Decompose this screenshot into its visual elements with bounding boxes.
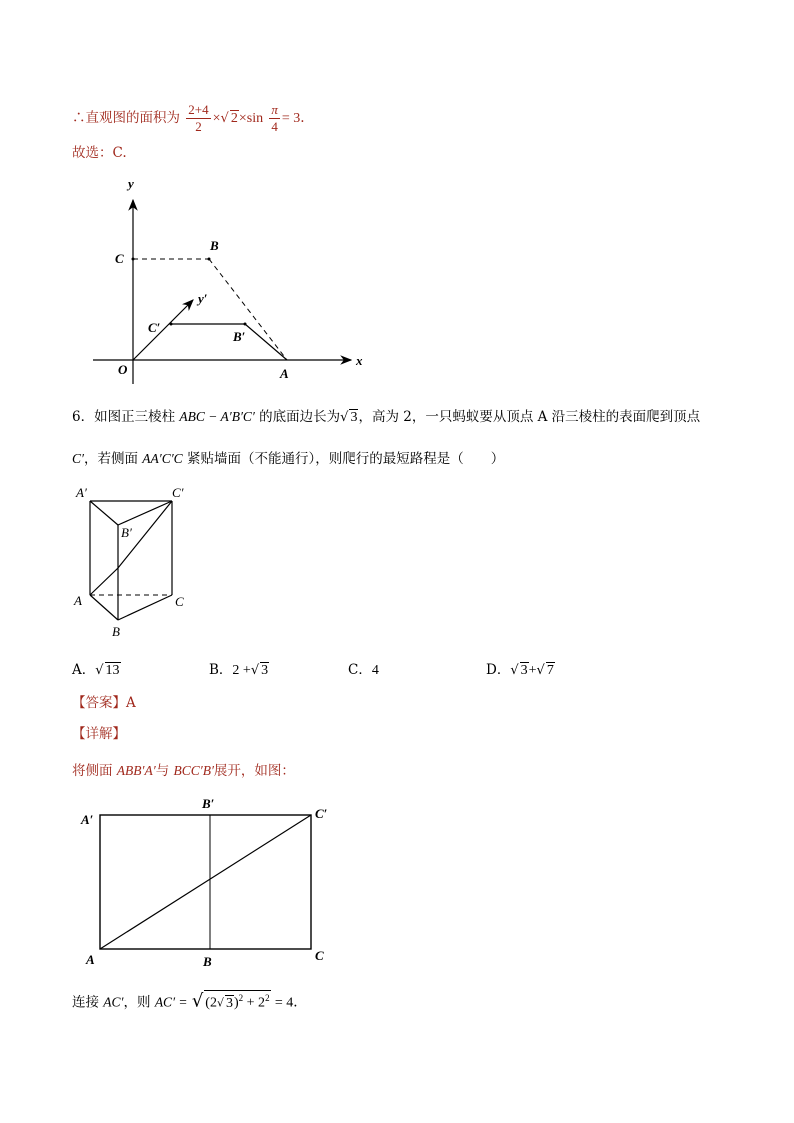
label-a: A (74, 593, 82, 608)
question-line-2 (72, 449, 504, 469)
option-d-plus: + (528, 663, 537, 678)
sqrt-icon: √ (191, 990, 204, 1012)
option-b-root: 3 (261, 663, 269, 678)
unfold-text-1: 将侧面 (72, 763, 113, 779)
answer-label: 【答案】 (72, 695, 126, 711)
diagonal-a-cprime (100, 815, 311, 949)
fraction-pi-numerator: π (271, 102, 278, 117)
fraction-pi-denominator: 4 (271, 119, 278, 134)
inner-close: ) (233, 995, 239, 1011)
option-d-root-1: 3 (520, 663, 528, 678)
option-a-label: A． (72, 662, 96, 678)
area-suffix: . (300, 110, 305, 126)
segment-name: AC′ (103, 994, 124, 1010)
sqrt-icon: √ (250, 663, 260, 678)
sqrt-icon: √ (510, 663, 519, 678)
times-sign: × (212, 111, 221, 126)
label-x: x (356, 353, 363, 368)
label-c: C (315, 948, 324, 963)
sqrt-icon: √ (216, 996, 224, 1010)
big-root-content (204, 990, 270, 1011)
prism-name: ABC − A′B′C′ (179, 409, 255, 424)
edge-bprime-cprime (118, 501, 172, 525)
segment-bprime-a (245, 324, 287, 360)
question-line-1 (72, 407, 700, 428)
label-b: B (112, 624, 120, 639)
unfold-line (72, 761, 295, 781)
point-bprime (244, 323, 247, 326)
label-c-prime: C′ (172, 485, 184, 500)
target-point: C′ (72, 451, 84, 466)
fraction-pi (269, 102, 280, 135)
question-text-2: 的底面边长为 (259, 409, 341, 425)
choice-line: 故选：C. (72, 145, 127, 161)
answer-value: A (126, 695, 136, 711)
final-text-1: 连接 (72, 994, 99, 1011)
label-b: B (203, 954, 212, 969)
label-a: A (86, 952, 95, 967)
edge-b-c (118, 595, 172, 620)
sqrt-icon: √ (536, 663, 545, 678)
edge-a-b (90, 595, 118, 620)
label-a: A (280, 366, 289, 381)
option-c-value: 4 (371, 663, 379, 678)
label-a-prime: A′ (81, 812, 94, 827)
label-b-prime: B′ (202, 796, 215, 811)
exponent-1: 2 (238, 993, 244, 1003)
unfolded-figure (75, 792, 345, 972)
label-b-prime: B′ (121, 525, 132, 540)
edge-aprime-bprime (90, 501, 118, 525)
question-text-4: ，若侧面 (83, 451, 138, 467)
option-a (72, 658, 121, 678)
option-d (486, 658, 555, 679)
option-c (348, 658, 379, 679)
option-c-label: C． (348, 662, 372, 678)
label-y-prime: y′ (198, 291, 208, 306)
exponent-2: 2 (265, 993, 270, 1003)
y-prime-axis (133, 300, 193, 360)
area-result: = 3 (281, 111, 301, 126)
oblique-figure (85, 170, 385, 385)
edge-root: 3 (350, 410, 358, 425)
wall-face: AA′C′C (142, 451, 183, 466)
sqrt-icon: √ (95, 663, 104, 678)
option-b-label: B． (209, 662, 233, 678)
question-text-3: ，高为 2，一只蚂蚁要从顶点 A 沿三棱柱的表面爬到顶点 (358, 409, 701, 425)
unfold-text-2: 与 (155, 763, 170, 779)
solution-area-line (72, 102, 305, 135)
label-c: C (175, 594, 184, 609)
option-a-root: 13 (105, 663, 120, 678)
sqrt-icon: √ (340, 410, 349, 425)
area-prefix: ∴直观图的面积为 (72, 110, 180, 126)
point-cprime (170, 323, 173, 326)
plus-two: + 2 (246, 995, 266, 1011)
question-text-1: 如图正三棱柱 (94, 409, 176, 425)
fraction-sum (186, 102, 210, 135)
option-b (209, 658, 269, 679)
final-result: = 4 (274, 995, 294, 1011)
label-b-prime: B′ (233, 329, 246, 344)
unfold-text-3: 展开，如图： (213, 763, 295, 779)
final-lhs: AC′ = (154, 994, 188, 1010)
option-d-root-2: 7 (546, 663, 554, 678)
inner-root: 3 (225, 995, 233, 1011)
final-suffix: . (293, 994, 298, 1011)
label-c-prime: C′ (315, 806, 328, 821)
label-y: y (128, 176, 134, 191)
times-sin: ×sin (238, 111, 264, 126)
question-text-5: 紧贴墙面（不能通行），则爬行的最短路程是（ ） (186, 451, 505, 467)
label-c: C (115, 251, 124, 266)
option-b-prefix: 2 + (232, 663, 251, 678)
fraction-denominator: 2 (195, 119, 202, 134)
label-a-prime: A′ (76, 485, 87, 500)
label-o: O (118, 362, 128, 377)
segment-b-a-dashed (209, 259, 287, 360)
sqrt-arg: 2 (230, 111, 238, 126)
label-b: B (210, 238, 219, 253)
label-c-prime: C′ (148, 320, 161, 335)
inner-open: (2 (205, 995, 217, 1011)
fraction-numerator: 2+4 (188, 102, 209, 117)
final-text-2: ，则 (123, 994, 151, 1011)
point-b (208, 258, 211, 261)
ant-path (90, 501, 172, 595)
question-number: 6． (72, 409, 95, 425)
answer-line (72, 693, 136, 713)
point-c (132, 258, 135, 261)
prism-figure (70, 482, 200, 642)
final-line (72, 990, 298, 1014)
face-abbprimeaprime: ABB′A′ (116, 763, 156, 778)
face-bccprimebprime: BCC′B′ (173, 763, 214, 778)
detail-label: 【详解】 (72, 726, 126, 742)
option-d-label: D． (486, 662, 511, 678)
sqrt-icon: √ (220, 111, 229, 126)
